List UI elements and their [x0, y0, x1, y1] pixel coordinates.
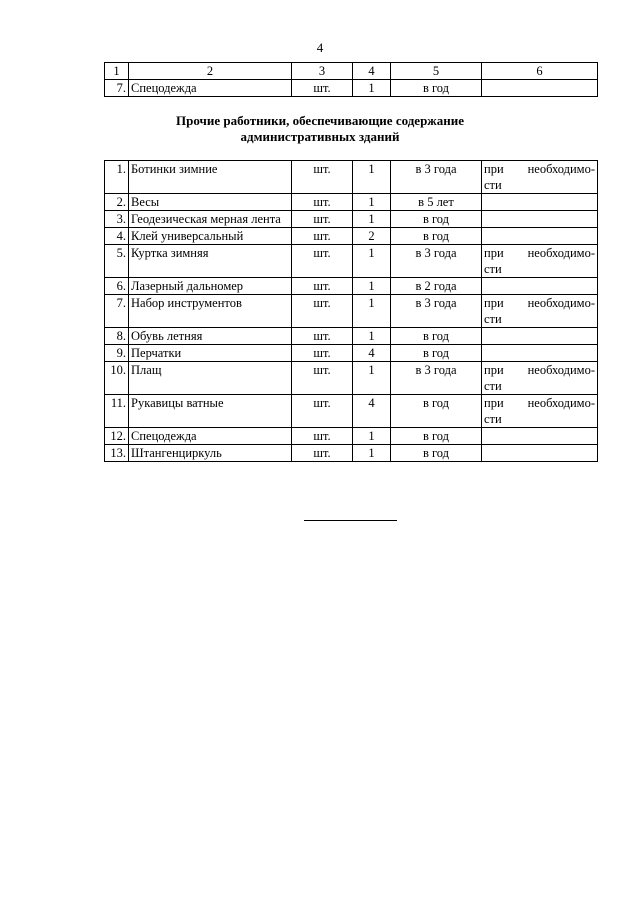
column-number: 3 — [292, 63, 353, 80]
item-note — [482, 278, 598, 295]
row-number: 2. — [105, 194, 129, 211]
item-period: в 2 года — [391, 278, 482, 295]
item-name: Обувь летняя — [129, 328, 292, 345]
item-note — [482, 80, 598, 97]
item-quantity: 2 — [353, 228, 391, 245]
item-quantity: 4 — [353, 345, 391, 362]
item-name: Штангенциркуль — [129, 445, 292, 462]
item-quantity: 1 — [353, 328, 391, 345]
item-unit: шт. — [292, 328, 353, 345]
item-name: Лазерный дальномер — [129, 278, 292, 295]
item-period: в год — [391, 80, 482, 97]
item-unit: шт. — [292, 211, 353, 228]
item-period: в 3 года — [391, 161, 482, 194]
table-row — [105, 211, 598, 228]
section-title-line: Прочие работники, обеспечивающие содержание — [176, 113, 464, 128]
item-period: в год — [391, 211, 482, 228]
item-note: при необходимо- сти — [482, 395, 598, 428]
column-number: 5 — [391, 63, 482, 80]
item-unit: шт. — [292, 228, 353, 245]
item-quantity: 1 — [353, 80, 391, 97]
table-row — [105, 428, 598, 445]
page-number: 4 — [316, 40, 324, 55]
item-name: Куртка зимняя — [129, 245, 292, 278]
item-name: Спецодежда — [129, 80, 292, 97]
item-note — [482, 445, 598, 462]
table-row — [105, 80, 598, 97]
items-table — [104, 160, 598, 462]
row-number: 5. — [105, 245, 129, 278]
item-period: в 3 года — [391, 295, 482, 328]
column-number: 1 — [105, 63, 129, 80]
table-row — [105, 161, 598, 194]
table-row — [105, 295, 598, 328]
table-row — [105, 278, 598, 295]
item-note: при необходимо- сти — [482, 161, 598, 194]
row-number: 4. — [105, 228, 129, 245]
item-quantity: 1 — [353, 445, 391, 462]
item-note: при необходимо- сти — [482, 245, 598, 278]
row-number: 6. — [105, 278, 129, 295]
item-unit: шт. — [292, 245, 353, 278]
item-period: в год — [391, 228, 482, 245]
item-period: в 3 года — [391, 362, 482, 395]
section-title — [0, 113, 640, 145]
table-row — [105, 194, 598, 211]
item-unit: шт. — [292, 445, 353, 462]
item-note: при необходимо- сти — [482, 362, 598, 395]
table-row — [105, 395, 598, 428]
item-period: в год — [391, 328, 482, 345]
column-number: 2 — [129, 63, 292, 80]
item-unit: шт. — [292, 161, 353, 194]
row-number: 8. — [105, 328, 129, 345]
end-divider — [304, 520, 397, 521]
row-number: 13. — [105, 445, 129, 462]
item-unit: шт. — [292, 194, 353, 211]
row-number: 3. — [105, 211, 129, 228]
item-quantity: 1 — [353, 211, 391, 228]
table-row — [105, 328, 598, 345]
item-period: в 3 года — [391, 245, 482, 278]
item-period: в год — [391, 428, 482, 445]
item-unit: шт. — [292, 278, 353, 295]
column-number-row — [105, 63, 598, 80]
item-name: Рукавицы ватные — [129, 395, 292, 428]
item-name: Весы — [129, 194, 292, 211]
row-number: 9. — [105, 345, 129, 362]
item-quantity: 1 — [353, 161, 391, 194]
item-note — [482, 194, 598, 211]
item-unit: шт. — [292, 295, 353, 328]
item-unit: шт. — [292, 80, 353, 97]
table-row — [105, 228, 598, 245]
table-row — [105, 245, 598, 278]
item-period: в 5 лет — [391, 194, 482, 211]
item-note — [482, 328, 598, 345]
item-quantity: 1 — [353, 278, 391, 295]
row-number: 12. — [105, 428, 129, 445]
item-note: при необходимо- сти — [482, 295, 598, 328]
table-row — [105, 362, 598, 395]
column-number: 6 — [482, 63, 598, 80]
item-period: в год — [391, 345, 482, 362]
item-quantity: 1 — [353, 295, 391, 328]
item-name: Клей универсальный — [129, 228, 292, 245]
item-name: Перчатки — [129, 345, 292, 362]
row-number: 1. — [105, 161, 129, 194]
item-quantity: 1 — [353, 245, 391, 278]
item-note — [482, 345, 598, 362]
item-unit: шт. — [292, 395, 353, 428]
row-number: 11. — [105, 395, 129, 428]
section-title-line: административных зданий — [240, 129, 400, 144]
column-number: 4 — [353, 63, 391, 80]
item-period: в год — [391, 445, 482, 462]
item-period: в год — [391, 395, 482, 428]
item-unit: шт. — [292, 345, 353, 362]
item-quantity: 1 — [353, 362, 391, 395]
item-quantity: 4 — [353, 395, 391, 428]
item-unit: шт. — [292, 428, 353, 445]
table-row — [105, 445, 598, 462]
item-note — [482, 428, 598, 445]
item-unit: шт. — [292, 362, 353, 395]
item-note — [482, 211, 598, 228]
row-number: 10. — [105, 362, 129, 395]
top-table — [104, 62, 598, 97]
row-number: 7. — [105, 295, 129, 328]
item-note — [482, 228, 598, 245]
row-number: 7. — [105, 80, 129, 97]
table-row — [105, 345, 598, 362]
item-quantity: 1 — [353, 428, 391, 445]
item-name: Геодезическая мерная лента — [129, 211, 292, 228]
item-name: Спецодежда — [129, 428, 292, 445]
item-name: Ботинки зимние — [129, 161, 292, 194]
item-quantity: 1 — [353, 194, 391, 211]
item-name: Набор инструментов — [129, 295, 292, 328]
item-name: Плащ — [129, 362, 292, 395]
